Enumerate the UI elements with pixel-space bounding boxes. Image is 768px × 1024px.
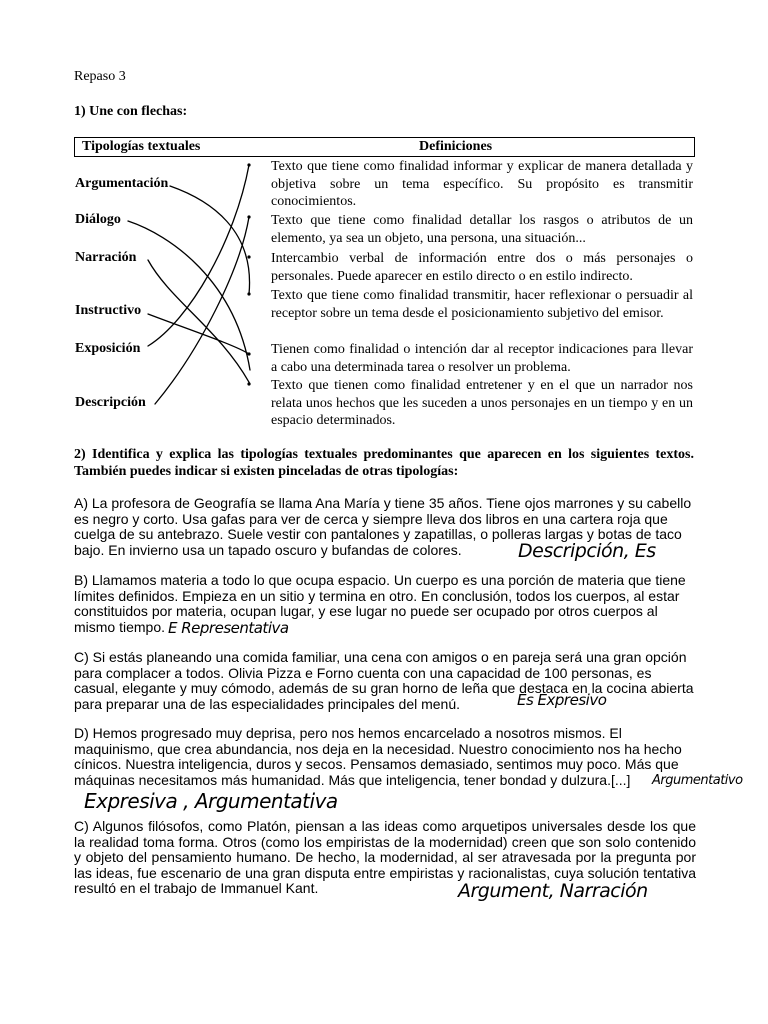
- typology-dialogo[interactable]: Diálogo: [75, 212, 121, 227]
- text-a: A) La profesora de Geografía se llama Ana María y tiene 35 años. Tiene ojos marrones y su cabello es negro y corto. Usa gafas para ver de cerca y siempre lleva dos libros en una cartera roja que cuelga de su antebrazo. Suele vestir con pantalones y zapatillas, o polleras largas y botas de taco bajo. En invierno usa un tapado oscuro y bufandas de colores.: [74, 495, 692, 558]
- answer-d-handwriting-1[interactable]: Argumentativo: [652, 773, 743, 788]
- definition-3[interactable]: Intercambio verbal de información entre dos o más personajes o personales. Puede aparecer en estilo directo o en estilo indirecto.: [271, 251, 693, 284]
- text-c: C) Si estás planeando una comida familiar, una cena con amigos o en pareja será una gran opción para complacer a todos. Olivia Pizza e Forno cuenta con una capacidad de 100 personas, es casual, elegante y muy cómodo, además de su gran horno de leña que destaca en la cocina abierta para preparar una de las especialidades principales del menú.: [74, 649, 694, 712]
- definition-6[interactable]: Texto que tienen como finalidad entretener y en el que un narrador nos relata unos hechos que les suceden a unos personajes en un tiempo y en un espacio determinados.: [271, 378, 693, 428]
- definition-4[interactable]: Texto que tiene como finalidad transmitir, hacer reflexionar o persuadir al receptor sobre un tema desde el posicionamiento subjetivo del emisor.: [271, 288, 693, 321]
- answer-e-handwriting[interactable]: Argument, Narración: [458, 880, 648, 902]
- page-title: Repaso 3: [74, 69, 126, 84]
- line-dialogo: [128, 221, 250, 370]
- line-descripcion: [155, 217, 249, 404]
- text-b: B) Llamamos materia a todo lo que ocupa espacio. Un cuerpo es una porción de materia que tiene límites definidos. Empieza en un sitio y termina en otro. En conclusión, todos los cuerpos, al estar constituidos por materia, ocupan lugar, y ese lugar no puede ser ocupado por otros cuerpos al mismo tiempo.: [74, 572, 686, 635]
- dot-def-4: [247, 292, 250, 295]
- line-argumentacion: [170, 186, 250, 294]
- typology-narracion[interactable]: Narración: [75, 250, 137, 265]
- definition-2[interactable]: Texto que tiene como finalidad detallar los rasgos o atributos de un elemento, ya sea un objeto, una persona, una situación...: [271, 213, 693, 246]
- definition-1[interactable]: Texto que tiene como finalidad informar y explicar de manera detallada y objetiva sobre un tema específico. Su propósito es transmitir conocimientos.: [271, 159, 693, 209]
- column-header-typologies: Tipologías textuales: [82, 139, 201, 154]
- answer-c-handwriting[interactable]: Es Expresivo: [517, 691, 607, 709]
- column-header-definitions: Definiciones: [419, 139, 493, 154]
- question-1-heading: 1) Une con flechas:: [74, 104, 188, 119]
- answer-a-handwriting[interactable]: Descripción, Es: [518, 540, 656, 562]
- definition-5[interactable]: Tienen como finalidad o intención dar al receptor indicaciones para llevar a cabo una determinada tarea o resolver un problema.: [271, 342, 693, 375]
- answer-b-handwriting[interactable]: E Representativa: [168, 619, 289, 637]
- typology-argumentacion[interactable]: Argumentación: [75, 176, 169, 191]
- text-d: D) Hemos progresado muy deprisa, pero nos hemos encarcelado a nosotros mismos. El maquinismo, que crea abundancia, nos deja en la necesidad. Nuestro conocimiento nos ha hecho cínicos. Nuestra inteligencia, duros y secos. Pensamos demasiado, sentimos muy poco. Más que máquinas necesitamos más humanidad. Más que inteligencia, tener bondad y dulzura.[...]: [74, 725, 682, 788]
- answer-d-handwriting-2[interactable]: Expresiva , Argumentativa: [84, 789, 338, 813]
- text-e: C) Algunos filósofos, como Platón, piensan a las ideas como arquetipos universales desde los que la realidad toma forma. Otros (como los empiristas de la modernidad) creen que son solo contenido y objeto del pensamiento humano. De hecho, la modernidad, al ser atravesada por la pregunta por las ideas, fue escenario de una gran disputa entre empiristas y racionalistas, cuya solución tentativa resultó en el trabajo de Immanuel Kant.: [74, 818, 696, 897]
- typology-instructivo[interactable]: Instructivo: [75, 303, 142, 318]
- dot-def-1: [247, 163, 250, 166]
- typology-exposicion[interactable]: Exposición: [75, 341, 141, 356]
- dot-def-5: [247, 352, 250, 355]
- dot-def-3: [247, 255, 250, 258]
- typology-descripcion[interactable]: Descripción: [75, 395, 146, 410]
- question-2-heading: 2) Identifica y explica las tipologías textuales predominantes que aparecen en los siguientes textos. También puedes indicar si existen pinceladas de otras tipologías:: [74, 447, 694, 479]
- dot-def-2: [247, 215, 250, 218]
- dot-def-6: [247, 382, 250, 385]
- line-narracion: [148, 260, 250, 384]
